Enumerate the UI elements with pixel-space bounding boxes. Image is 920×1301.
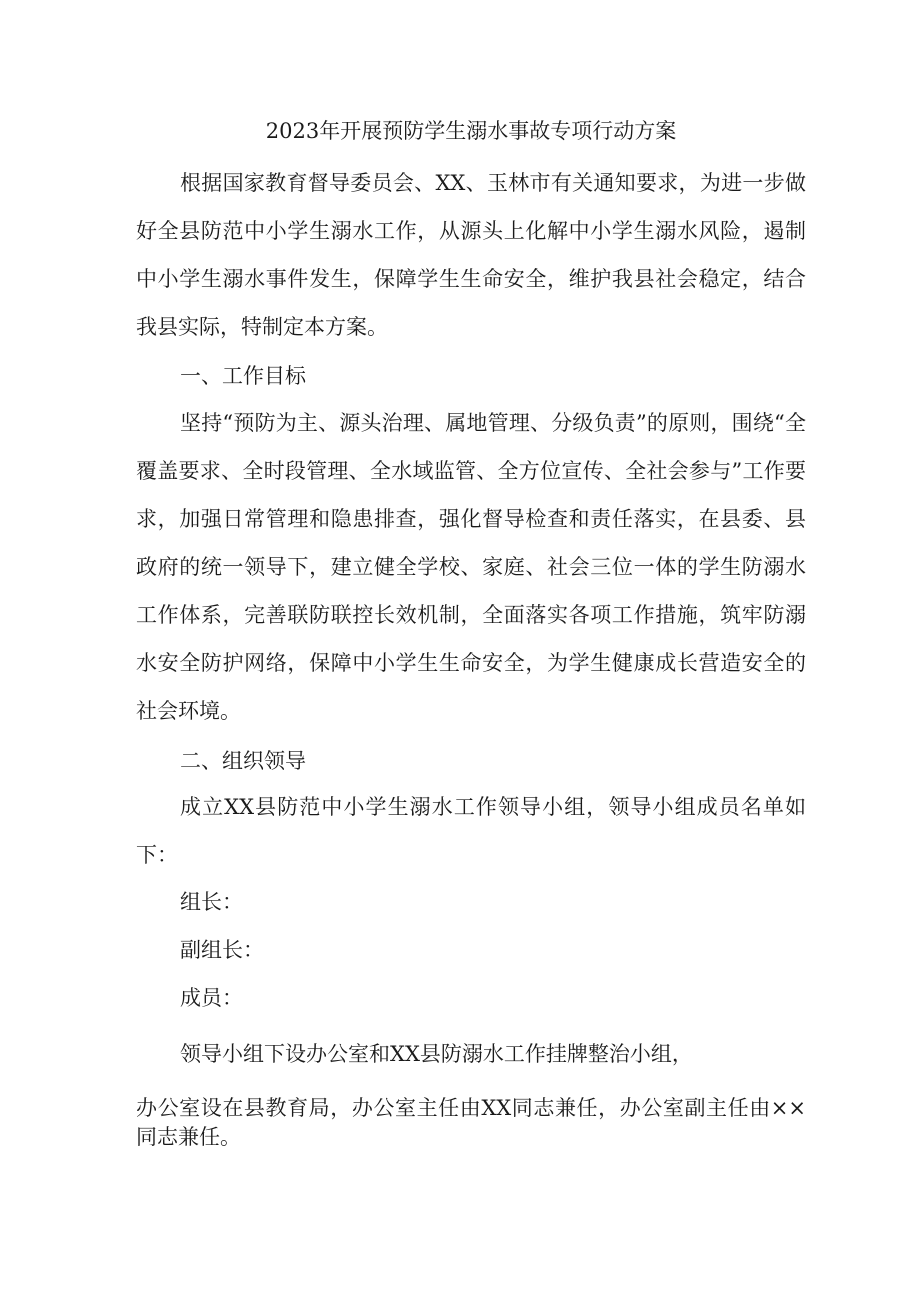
section-heading-organization: 二、组织领导 bbox=[180, 749, 306, 773]
leader-label: 组长： bbox=[180, 890, 243, 914]
deputy-leader-label: 副组长： bbox=[180, 938, 264, 962]
organization-paragraph: 成立XX县防范中小学生溺水工作领导小组，领导小组成员名单如下： bbox=[136, 795, 806, 867]
member-label: 成员： bbox=[180, 986, 243, 1010]
goals-paragraph: 坚持“预防为主、源头治理、属地管理、分级负责”的原则，围绕“全覆盖要求、全时段管理、全水域监管、全方位宣传、全社会参与”工作要求，加强日常管理和隐患排查，强化督导检查和责任落实，在县委、县政府的统一领导下，建立健全学校、家庭、社会三位一体的学生防溺水工作体系，完善联防联控长效机制，全面落实各项工作措施，筑牢防溺水安全防护网络，保障中小学生生命安全，为学生健康成长营造安全的社会环境。 bbox=[136, 411, 806, 723]
document-title: 2023年开展预防学生溺水事故专项行动方案 bbox=[265, 119, 677, 143]
intro-paragraph: 根据国家教育督导委员会、XX、玉林市有关通知要求，为进一步做好全县防范中小学生溺水工作，从源头上化解中小学生溺水风险，遏制中小学生溺水事件发生，保障学生生命安全，维护我县社会稳定，结合我县实际，特制定本方案。 bbox=[136, 171, 806, 339]
office-line: 领导小组下设办公室和XX县防溺水工作挂牌整治小组， bbox=[180, 1042, 693, 1066]
section-heading-goals: 一、工作目标 bbox=[180, 364, 306, 388]
office-detail-paragraph: 办公室设在县教育局，办公室主任由XX同志兼任，办公室副主任由××同志兼任。 bbox=[136, 1096, 806, 1149]
